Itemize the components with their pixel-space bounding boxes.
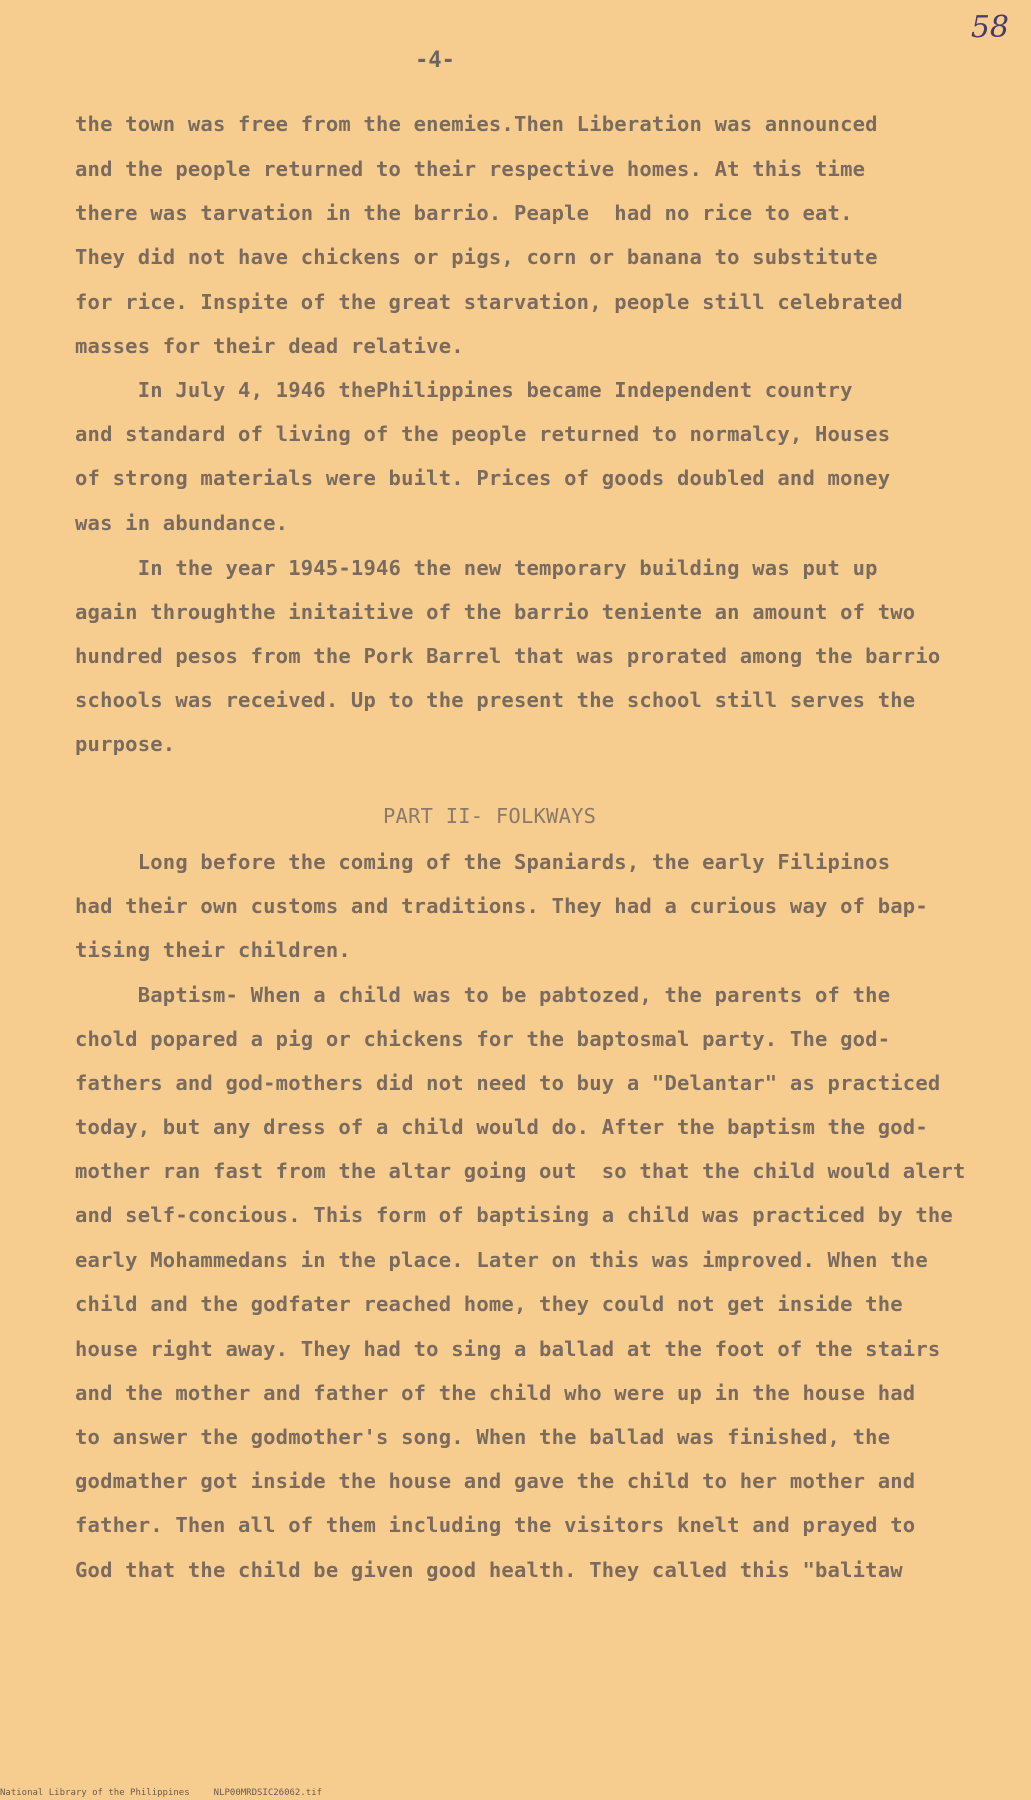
text-line: In the year 1945-1946 the new temporary building was put up	[75, 556, 878, 580]
text-line: God that the child be given good health. They called this "balitaw	[75, 1558, 903, 1582]
text-line: godmather got inside the house and gave the child to her mother and	[75, 1469, 916, 1493]
library-name: National Library of the Philippines	[0, 1788, 190, 1798]
text-line: fathers and god-mothers did not need to buy a "Delantar" as practiced	[75, 1071, 941, 1095]
text-line: tising their children.	[75, 938, 351, 962]
text-line: today, but any dress of a child would do. After the baptism the god-	[75, 1115, 928, 1139]
text-line: hundred pesos from the Pork Barrel that was prorated among the barrio	[75, 644, 941, 668]
text-line: chold popared a pig or chickens for the baptosmal party. The god-	[75, 1027, 891, 1051]
text-line: for rice. Inspite of the great starvation, people still celebrated	[75, 290, 903, 314]
text-line: had their own customs and traditions. They had a curious way of bap-	[75, 894, 928, 918]
handwritten-page-annotation: 58	[970, 10, 1009, 45]
text-line: there was tarvation in the barrio. Peaple had no rice to eat.	[75, 201, 853, 225]
text-line: the town was free from the enemies.Then Liberation was announced	[75, 112, 878, 136]
text-line: father. Then all of them including the visitors knelt and prayed to	[75, 1513, 916, 1537]
text-line: and self-concious. This form of baptising a child was practiced by the	[75, 1203, 953, 1227]
text-line: and the mother and father of the child who were up in the house had	[75, 1381, 916, 1405]
text-line: of strong materials were built. Prices of goods doubled and money	[75, 466, 891, 490]
text-line: purpose.	[75, 732, 176, 756]
text-line: early Mohammedans in the place. Later on this was improved. When the	[75, 1248, 928, 1272]
text-line: Long before the coming of the Spaniards, the early Filipinos	[75, 850, 891, 874]
text-line: and standard of living of the people returned to normalcy, Houses	[75, 422, 891, 446]
section-heading: PART II- FOLKWAYS	[383, 804, 597, 828]
text-line: child and the godfater reached home, they could not get inside the	[75, 1292, 903, 1316]
text-line: and the people returned to their respective homes. At this time	[75, 157, 866, 181]
text-line: In July 4, 1946 thePhilippines became Independent country	[75, 378, 853, 402]
scan-footer	[0, 1788, 322, 1798]
text-line: to answer the godmother's song. When the ballad was finished, the	[75, 1425, 891, 1449]
text-line: schools was received. Up to the present the school still serves the	[75, 688, 916, 712]
text-line: Baptism- When a child was to be pabtozed, the parents of the	[75, 983, 891, 1007]
text-line: masses for their dead relative.	[75, 334, 464, 358]
text-line: house right away. They had to sing a ballad at the foot of the stairs	[75, 1337, 941, 1361]
text-line: mother ran fast from the altar going out so that the child would alert	[75, 1159, 966, 1183]
text-line: again throughthe initaitive of the barrio teniente an amount of two	[75, 600, 916, 624]
text-line: was in abundance.	[75, 511, 289, 535]
text-line: They did not have chickens or pigs, corn or banana to substitute	[75, 245, 878, 269]
file-name: NLP00MRDSIC26062.tif	[213, 1788, 323, 1798]
page-number: -4-	[415, 48, 455, 73]
